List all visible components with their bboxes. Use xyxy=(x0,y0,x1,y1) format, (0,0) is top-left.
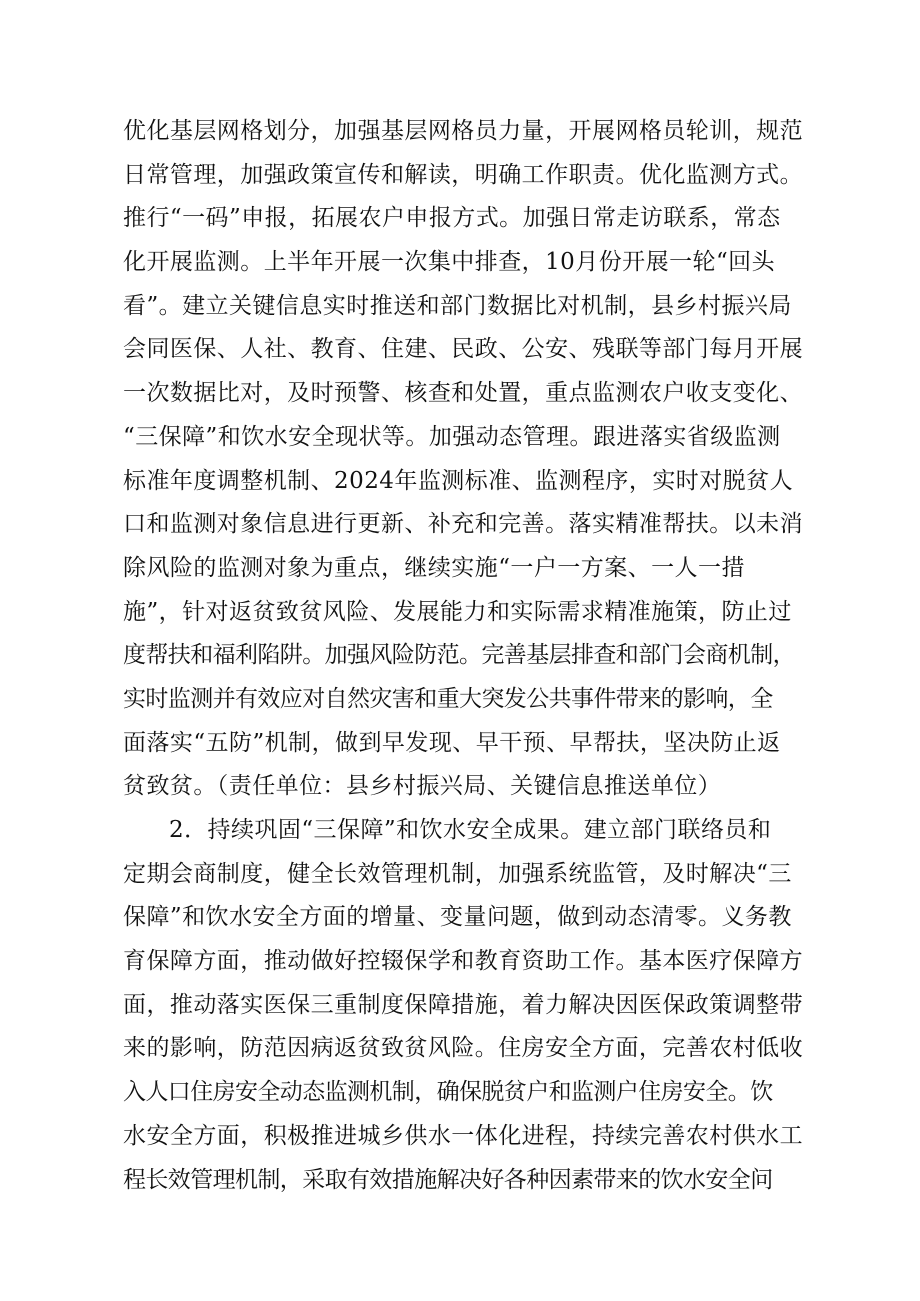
text-line: 来的影响，防范因病返贫致贫风险。住房安全方面，完善农村低收 xyxy=(123,1035,804,1062)
text-line: 度帮扶和福利陷阱。加强风险防范。完善基层排查和部门会商机制， xyxy=(123,642,796,669)
text-line: 育保障方面，推动做好控辍保学和教育资助工作。基本医疗保障方 xyxy=(123,948,804,975)
text-line: 日常管理，加强政策宣传和解读，明确工作职责。优化监测方式。 xyxy=(123,161,804,188)
text-line: 面落实“五防”机制，做到早发现、早干预、早帮扶，坚决防止返 xyxy=(123,729,781,756)
text-line: 看”。建立关键信息实时推送和部门数据比对机制，县乡村振兴局 xyxy=(123,292,792,319)
text-line: 施”，针对返贫致贫风险、发展能力和实际需求精准施策，防止过 xyxy=(123,598,792,625)
text-line: 标准年度调整机制、2024年监测标准、监测程序，实时对脱贫人 xyxy=(123,467,794,494)
text-line: 化开展监测。上半年开展一次集中排查，10月份开展一轮“回头 xyxy=(123,249,776,276)
text-line: 水安全方面，积极推进城乡供水一体化进程，持续完善农村供水工 xyxy=(123,1122,804,1149)
text-line: 优化基层网格划分，加强基层网格员力量，开展网格员轮训，规范 xyxy=(123,118,804,144)
text-line: 程长效管理机制，采取有效措施解决好各种因素带来的饮水安全问 xyxy=(123,1166,773,1193)
text-line: 保障”和饮水安全方面的增量、变量问题，做到动态清零。义务教 xyxy=(123,904,792,931)
text-line: 2．持续巩固“三保障”和饮水安全成果。建立部门联络员和 xyxy=(169,817,772,843)
body-text xyxy=(123,110,803,1202)
text-line: 口和监测对象信息进行更新、补充和完善。落实精准帮扶。以未消 xyxy=(123,511,804,538)
text-line: 会同医保、人社、教育、住建、民政、公安、残联等部门每月开展 xyxy=(123,336,804,363)
text-line: 实时监测并有效应对自然灾害和重大突发公共事件带来的影响，全 xyxy=(123,685,773,712)
text-line: 贫致贫。（责任单位：县乡村振兴局、关键信息推送单位） xyxy=(123,773,722,800)
text-line: 面，推动落实医保三重制度保障措施，着力解决因医保政策调整带 xyxy=(123,991,804,1018)
text-line: 入人口住房安全动态监测机制，确保脱贫户和监测户住房安全。饮 xyxy=(123,1079,773,1106)
text-line: “三保障”和饮水安全现状等。加强动态管理。跟进落实省级监测 xyxy=(123,423,781,450)
text-line: 推行“一码”申报，拓展农户申报方式。加强日常走访联系，常态 xyxy=(123,205,781,232)
text-line: 定期会商制度，健全长效管理机制，加强系统监管，及时解决“三 xyxy=(123,860,792,887)
text-line: 除风险的监测对象为重点，继续实施“一户一方案、一人一措 xyxy=(123,554,745,581)
text-line: 一次数据比对，及时预警、核查和处置，重点监测农户收支变化、 xyxy=(123,380,804,407)
